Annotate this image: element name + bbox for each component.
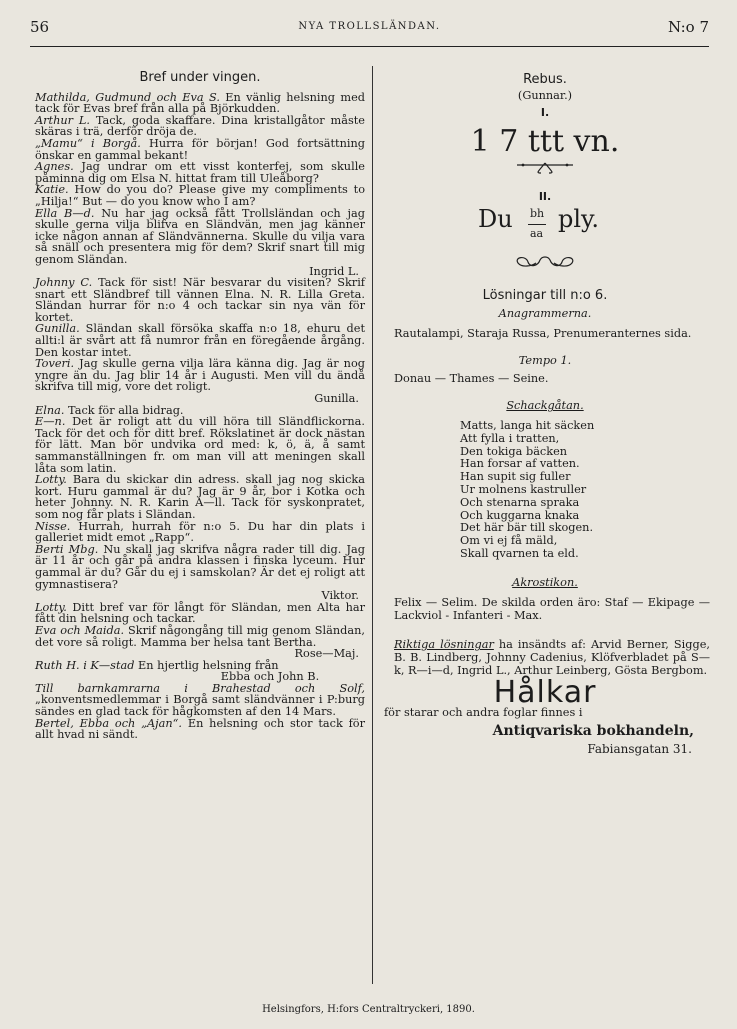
rebus-1: 1 7 ttt vn. — [470, 123, 620, 159]
letter-text: How do you do? Please give my compliments to „Hilja!“ But — do you know who I am? — [35, 183, 365, 208]
letters-title: Bref under vingen. — [139, 70, 261, 85]
letters-list — [35, 92, 365, 741]
letter-addressee: Berti Mbg. — [35, 542, 99, 556]
letter-addressee: Johnny C. — [35, 276, 93, 290]
header-rule — [30, 46, 709, 47]
correct-solutions — [380, 638, 710, 677]
publication-title: NYA TROLLSLÄNDAN. — [298, 21, 441, 32]
solutions-title: Lösningar till n:o 6. — [482, 288, 608, 304]
poem-line: Och stenarna spraka — [460, 495, 580, 509]
letter-text: Jag undrar om ett visst konterfej, som skulle påminna dig om Elsa N. hittat fram till Uleåborg? — [35, 160, 365, 185]
letter-entry — [35, 115, 365, 138]
printer-footer: Helsingfors, H:fors Centraltryckeri, 1890. — [262, 1004, 475, 1015]
letter-addressee: Lotty. — [35, 473, 67, 487]
letter-signature: Ingrid L. — [309, 264, 359, 278]
letter-text: En hjertlig helsning från — [134, 658, 279, 672]
letter-entry — [35, 208, 365, 266]
letter-addressee: Agnes. — [35, 160, 74, 174]
letter-signature: Gunilla. — [314, 392, 359, 406]
letter-addressee: „Mamu“ i Borgå. — [35, 136, 141, 150]
rebus-1-label: I. — [540, 106, 550, 120]
poem-line: Skall qvarnen ta eld. — [460, 546, 579, 560]
letter-text: En vänlig helsning med tack för Evas bref från alla på Björkudden. — [35, 90, 365, 116]
letter-addressee: Till barnkamrarna i Brahestad och Solf, — [35, 681, 365, 695]
poem-line: Ur molnens kastruller — [460, 482, 587, 496]
correct-label: Riktiga lösningar — [394, 638, 494, 652]
letter-text: Tack för alla bidrag. — [64, 403, 184, 417]
letter-text: Tack, goda skaffare. Dina kristallgåtor måste skäras i trä, derför dröja de. — [35, 113, 365, 139]
rebus-2-label: II. — [538, 189, 552, 203]
letter-signature: Ebba och John B. — [220, 670, 320, 684]
letter-entry — [35, 521, 365, 544]
anagram-text: Rautalampi, Staraja Russa, Prenumeranternes sida. — [394, 326, 692, 340]
letter-text: Jag skulle gerna vilja lära känna dig. Jag är nog yngre än du. Jag blir 14 år i Augusti. Men vill du ändå skrifva till mig, vore det roligt. — [35, 357, 365, 394]
letter-entry — [35, 683, 365, 718]
rebus-2 — [380, 205, 710, 248]
ad-shop: Antiqvariska bokhandeln, — [492, 723, 694, 740]
letter-addressee: Mathilda, Gudmund och Eva S. — [35, 90, 220, 104]
letter-text: Nu har jag också fått Trollsländan och jag skulle gerna vilja blifva en Sländvän, men jag känner icke någon annan af Sländvännerna. Skulle du vilja vara så snäll och presentera mig för dem? Skrif snart till mig genom Sländan. — [35, 206, 365, 266]
issue-number: N:o 7 — [668, 18, 709, 36]
letter-entry — [35, 625, 365, 648]
poem-line: Matts, langa hit säcken — [460, 418, 595, 432]
letter-signature: Viktor. — [321, 589, 359, 603]
letter-entry — [35, 474, 365, 520]
acrostic-text: Felix — Selim. De skilda orden äro: Staf — Ekipage — Lackviol - Infanteri - Max. — [394, 596, 710, 623]
letter-entry — [35, 544, 365, 590]
rebus-title: Rebus. — [523, 72, 567, 87]
letter-entry — [35, 277, 365, 323]
rebus-2-denominator: aa — [530, 227, 544, 241]
letter-text: Skrif någongång till mig genom Sländan, det vore så roligt. Mamma ber helsa tant Bertha. — [35, 623, 365, 649]
letter-entry — [35, 323, 365, 358]
fraction-bar — [528, 224, 546, 225]
letter-addressee: Bertel, Ebba och „Ajan“. — [35, 716, 183, 730]
poem-line: Om vi ej få mäld, — [460, 534, 558, 548]
chess-poem — [460, 420, 710, 561]
letter-addressee: Lotty. — [35, 600, 67, 614]
letter-addressee: Elna. — [35, 403, 65, 417]
letter-entry — [35, 602, 365, 625]
letter-text: Nu skall jag skrifva några rader till dig. Jag är 11 år och går på andra klassen i finska lyceum. Hur gammal är du? Går du ej i samskolan? Är det ej roligt att gymnastisera? — [35, 542, 365, 591]
letter-entry — [35, 718, 365, 741]
rebus-author: (Gunnar.) — [517, 88, 573, 102]
puzzles-column — [380, 68, 710, 756]
rebus-2-numerator: bh — [530, 207, 545, 221]
poem-line: Att fylla i tratten, — [460, 431, 560, 445]
letter-entry — [35, 92, 365, 115]
letter-text: Hurrah, hurrah för n:o 5. Du har din plats i galleriet midt emot „Rapp“. — [35, 519, 365, 545]
rebus-2-right: ply. — [558, 205, 600, 234]
page-header — [30, 18, 709, 42]
poem-line: Den tokiga bäcken — [460, 444, 568, 458]
letter-text: Det är roligt att du vill höra till Sländflickorna. Tack för det och för ditt bref. Rökslatinet är dock nästan för lätt. Man bör undvika ord med: k, ö, ä, å samt sammanställningen fr. om man vill att meningen skall låta som latin. — [35, 415, 365, 475]
poem-line: Och kuggarna knaka — [460, 508, 580, 522]
letter-text: Bara du skickar din adress. skall jag nog skicka kort. Huru gammal är du? Jag är 9 år, bor i Kotka och heter Johnny. N. R. Karin A—ll. Tack för syskonpratet, som nog får plats i Sländan. — [35, 473, 365, 521]
letter-entry — [35, 161, 365, 184]
letter-text: Hurra för början! God fortsättning önskar en gammal bekant! — [35, 136, 365, 162]
letter-addressee: Nisse. — [35, 519, 71, 533]
poem-line: Han supit sig fuller — [460, 470, 571, 484]
flourish-icon — [380, 254, 710, 272]
letter-text: „konventsmedlemmar i Borgå samt sländvänner i P:burg sändes en glad tack för hågkomsten af den 14 Mars. — [35, 693, 365, 719]
letter-addressee: Toveri. — [35, 357, 75, 371]
chess-title: Schackgåtan. — [506, 399, 584, 413]
letter-text: En helsning och stor tack för allt hvad ni sändt. — [35, 716, 365, 742]
letters-column — [35, 68, 365, 741]
letter-signature: Rose—Maj. — [294, 647, 359, 661]
letter-addressee: Katie. — [35, 183, 69, 197]
page-number: 56 — [30, 18, 50, 36]
poem-line: Han forsar af vatten. — [460, 457, 580, 471]
letter-addressee: Eva och Maida. — [35, 623, 125, 637]
correct-text: ha insändts af: Arvid Berner, Sigge, B. B. Lindberg, Johnny Cadenius, Klöfverbladet på S—k, R—i—d, Ingrid L., Arthur Leinberg, Gösta Bergbom. — [394, 638, 710, 678]
letter-text: Tack för sist! När besvarar du visiten? Skrif snart ett Sländbref till vännen Elna. N. R. Lilla Greta. Sländan hurrar för n:o 4 och tackar sin nya vän för kortet. — [35, 276, 365, 324]
letter-entry — [35, 184, 365, 207]
letter-entry — [35, 358, 365, 393]
poem-line: Det här bär till skogen. — [460, 521, 594, 535]
letter-addressee: Gunilla. — [35, 322, 80, 336]
letter-addressee: Arthur L. — [35, 113, 90, 127]
rebus-2-left: Du — [478, 205, 513, 234]
acrostic-title: Akrostikon. — [512, 575, 578, 589]
ad-text: för starar och andra foglar finnes i — [384, 705, 583, 719]
letter-addressee: E—n. — [35, 415, 66, 429]
ad-title: Hålkar — [493, 675, 597, 711]
ad-address: Fabiansgatan 31. — [587, 742, 692, 757]
letter-text: Ditt bref var för långt för Sländan, men Alta har fått din helsning och tackar. — [35, 600, 365, 626]
letter-entry — [35, 138, 365, 161]
tempo-text: Donau — Thames — Seine. — [394, 371, 549, 385]
letter-entry — [35, 416, 365, 474]
letter-text: Sländan skall försöka skaffa n:o 18, ehuru det allti:l är svårt att få numror från en föregående årgång. Den kostar intet. — [35, 322, 365, 359]
ornament-icon — [380, 161, 710, 177]
letter-addressee: Ella B—d. — [35, 206, 95, 220]
letter-addressee: Ruth H. i K—stad — [35, 658, 135, 672]
anagram-title: Anagrammerna. — [498, 306, 592, 320]
tempo-title: Tempo 1. — [518, 354, 572, 368]
column-divider — [372, 66, 373, 984]
